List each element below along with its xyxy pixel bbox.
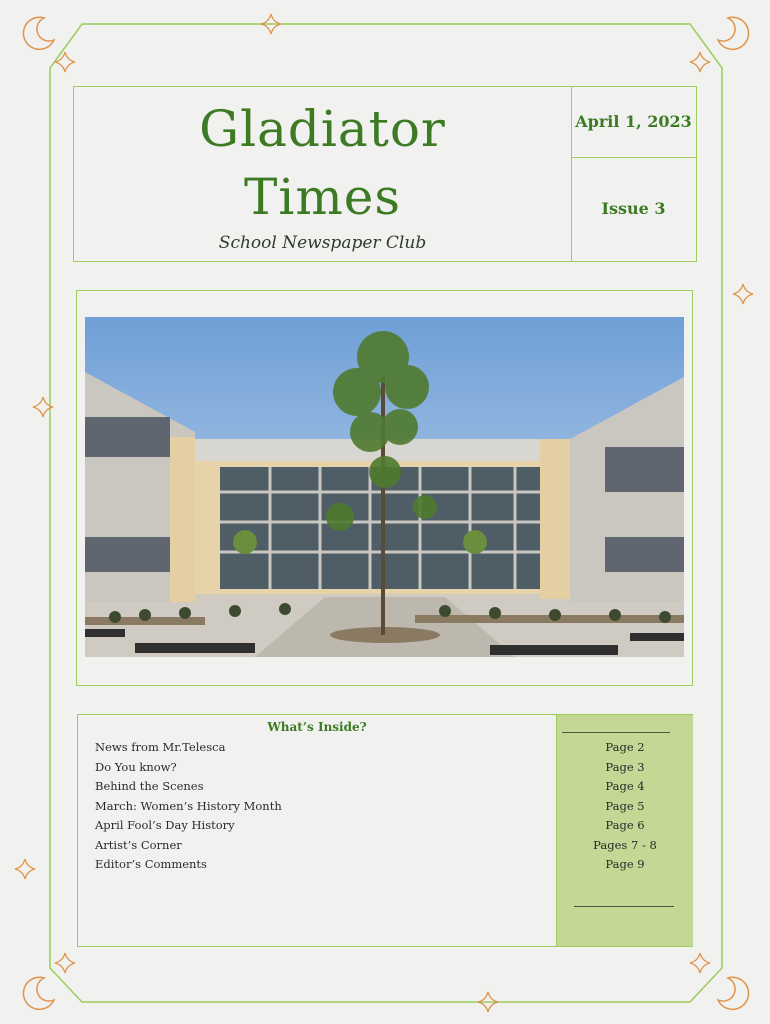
star-icon: [55, 953, 75, 973]
toc-item-page: Page 6: [605, 818, 645, 832]
toc-titles-column: [78, 715, 556, 946]
newspaper-title: Gladiator: [199, 100, 446, 158]
divider: [574, 906, 674, 907]
star-icon: [55, 52, 75, 72]
newspaper-subtitle: School Newspaper Club: [218, 233, 427, 253]
crescent-icon: [718, 17, 749, 49]
toc-heading: What’s Inside?: [267, 720, 367, 734]
toc-item-page: Page 4: [605, 779, 645, 793]
toc-item-title: April Fool’s Day History: [95, 818, 235, 832]
issue-number: Issue 3: [601, 199, 666, 218]
divider: [562, 732, 670, 733]
issue-date: April 1, 2023: [575, 112, 692, 131]
toc-item-page: Pages 7 - 8: [593, 837, 657, 852]
table-of-contents: [77, 714, 693, 947]
toc-item-title: Behind the Scenes: [95, 779, 204, 793]
crescent-icon: [23, 977, 54, 1009]
masthead: [73, 86, 697, 262]
date-cell: [571, 87, 696, 158]
toc-item-page: Page 9: [605, 857, 645, 871]
star-icon: [690, 52, 710, 72]
toc-item-title: Do You know?: [95, 759, 177, 774]
toc-item-title: Editor’s Comments: [95, 857, 207, 871]
toc-item-page: Page 2: [605, 740, 645, 754]
star-icon: [733, 284, 753, 304]
school-courtyard-photo: [85, 317, 684, 657]
toc-item-page: Page 3: [605, 759, 645, 774]
toc-item-title: March: Women’s History Month: [95, 798, 282, 813]
toc-item-page: Page 5: [605, 798, 645, 813]
toc-item-title: News from Mr.Telesca: [95, 740, 226, 754]
toc-pages-column: [556, 715, 693, 946]
photo-frame: [76, 290, 693, 686]
crescent-icon: [718, 977, 749, 1009]
star-icon: [15, 859, 35, 879]
title-cell: [74, 87, 572, 261]
newspaper-title-line2: Times: [243, 168, 401, 226]
toc-item-title: Artist’s Corner: [95, 837, 182, 852]
star-icon: [690, 953, 710, 973]
crescent-icon: [23, 17, 54, 49]
